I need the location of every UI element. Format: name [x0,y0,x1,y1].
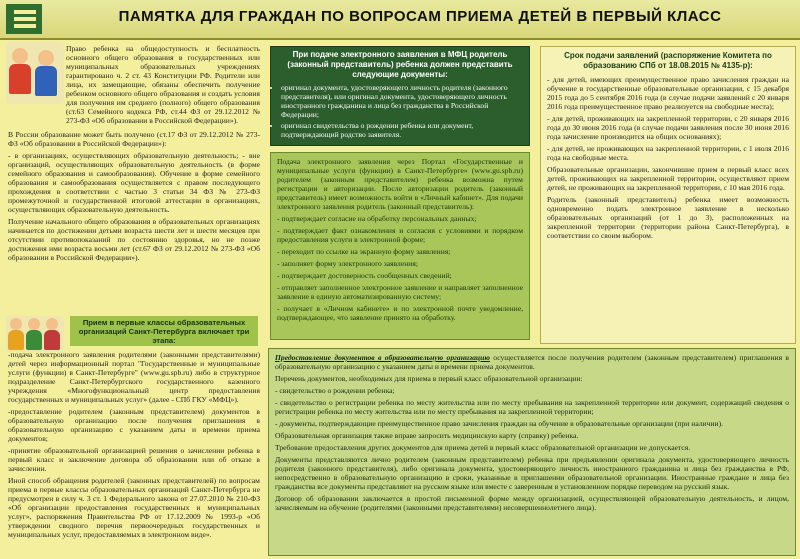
mfc-heading: При подаче электронного заявления в МФЦ родитель (законный представитель) ребенка должен представить следующие документы: [271,47,529,83]
deadline-box [540,46,796,344]
portal-box [270,152,530,340]
deadline-text: - для детей, имеющих преимущественное право зачисления граждан на обучение в государственные образовательные организации, с 15 декабря 2015 года до 5 сентября 2016 года (в случае подачи заявлений с 20 января 2016 года преимущественное право реализуется на свободные места); - для детей, проживающих на закрепленной территории, с 20 января 2016 года до 30 июня 2016 года (в случае подачи заявления после 30 июня 2016 года зачисление производится на общих основаниях); - для детей, не проживающих на закрепленной территории, с 1 июля 2016 года на свободные места. Образовательные организации, закончившие прием в первый класс всех детей, проживающих на закрепленной территории, осуществляют прием детей, не проживающих на закрепленной территории, с 10 мая 2016 года. Родитель (законный представитель) ребенка имеет возможность одновременно подать электронное заявление в несколько образовательных организаций (от 1 до 3), расположенных на закрепленной территории (территории района Санкт-Петербурга), в соответствии со своим выбором. [547,75,789,240]
intro-text: Право ребенка на общедоступность и бесплатность основного общего образования в государственных или муниципальных образовательных учреждениях гарантировано ч. 2 ст. 43 Конституции РФ. Родители или лица, их замещающие, обязаны обеспечить получение ребенком основного общего образования и создать условия для получения им среднего (полного) общего образования (ст.63 Семейного кодекса РФ, ст.44 ФЗ от 29.12.2012 № 273-ФЗ «Об образовании в Российской Федерации»). [66,44,260,125]
education-forms: В России образование может быть получено (ст.17 ФЗ от 29.12.2012 № 273-ФЗ «Об образовании в Российской Федерации»): - в организациях, осуществляющих образовательную деятельность; - вне организаций, осуществляющих образовательную деятельность (в форме семейного образования и самообразования). Обучение в форме семейного образования и самообразования осуществляется с правом последующего прохождения в соответствии с частью 3 статьи 34 ФЗ № 273-ФЗ промежуточной и государственной итоговой аттестации в организациях, осуществляющих образовательную деятельность. Получение начального общего образования в образовательных организациях начинается по достижении детьми возраста шести лет и шести месяцев при отсутствии противопоказаний по состоянию здоровья, но не позже достижения ими возраста восьми лет (ст.67 ФЗ от 29.12.2012 № 273-ФЗ «Об образовании в Российской Федерации»). [8,130,260,262]
page-header [0,0,800,40]
documents-heading: Предоставление документов в образовательную организацию [275,353,490,362]
mfc-item: • оригинал документа, удостоверяющего личность родителя (законного представителя), или оригинал документа, удостоверяющего личность иностранного гражданина и лица без гражданства в Российской Федерации; [281,83,523,119]
logo-icon [6,4,42,34]
documents-text: Предоставление документов в образовательную организацию осуществляется после получения родителем (законным представителем) приглашения в образовательную организацию с указанием даты и времени приема документов. Перечень документов, необходимых для приема в первый класс образовательной организации: - свидетельство о рождении ребенка; - свидетельство о регистрации ребенка по месту жительства или по месту пребывания на закрепленной территории или документ, содержащий сведения о регистрации ребенка по месту жительства или по месту пребывания на закрепленной территории; - документы, подтверждающие преимущественное право зачисления граждан на обучение в образовательные организации (при наличии). Образовательная организация также вправе запросить медицинскую карту (справку) ребенка. Требование предоставления других документов для приема детей в первый класс образовательной организации не допускается. Документы представляются лично родителем (законным представителем) ребенка при предъявлении оригинала документа, удостоверяющего личность родителя (законного представителя), либо оригинала документа, удостоверяющего личность иностранного гражданина и лица без гражданства в РФ, непосредственно в образовательную организацию в сроки, указанные в приглашении образовательной организации. Иностранные граждане и лица без гражданства все документы представляют на русском языке или вместе с заверенным в установленном порядке переводом на русский язык. Договор об образовании заключается в простой письменной форме между организацией, осуществляющей образовательную деятельность, и лицом, зачисляемым на обучение (родителями (законными представителями) несовершеннолетнего лица). [275,353,789,512]
children-illustration-icon [6,42,64,104]
stages-heading: Прием в первые классы образовательных организаций Санкт-Петербурга включает три этапа: [78,318,250,345]
mfc-box [270,46,530,146]
school-kids-illustration-icon [6,316,64,352]
stages-text: -подача электронного заявления родителями (законными представителями) детей через информационный портал "Государственные и муниципальные услуги (функции) в Санкт-Петербурге" (www.gu.spb.ru) либо в структурное подразделение Санкт-Петербургского государственного казенного учреждения «Многофункциональный центр предоставления государственных и муниципальных услуг» (далее - СПб ГКУ «МФЦ»). -предоставление родителем (законным представителем) документов в образовательную организацию после получения приглашения в образовательную организацию с указанием даты и времени приема документов; -принятие образовательной организацией решения о зачислении ребенка в первый класс и заключение договора об образовании или об отказе в зачислении. Иной способ обращения родителей (законных представителей) по вопросам приема в первые классы образовательных организаций Санкт-Петербурга не предусмотрен в силу ч. 3 ст. 1 Федерального закона от 27.07.2010 № 210-ФЗ «Об организации предоставления государственных и муниципальных услуг», распоряжения Правительства РФ от 17.12.2009 № 1993-р «Об утверждении сводного перечня первоочередных государственных и муниципальных услуг, предоставляемых в электронном виде». [8,350,260,539]
page-title: ПАМЯТКА ДЛЯ ГРАЖДАН ПО ВОПРОСАМ ПРИЕМА ДЕТЕЙ В ПЕРВЫЙ КЛАСС [118,8,722,25]
documents-box [268,348,796,556]
mfc-item: • оригинал свидетельства о рождении ребенка или документ, подтверждающий родство заявителя. [281,121,523,139]
portal-text: Подача электронного заявления через Портал «Государственные и муниципальные услуги (функции) в Санкт-Петербурге» (www.gu.spb.ru) родителем (законным представителем) ребенка возможна путем регистрации и авторизации. После авторизации родитель (законный представитель) имеет возможность войти в «Личный кабинет». Для подачи электронного заявления родитель (законный представитель): - подтверждает согласие на обработку персональных данных; - подтверждает факт ознакомления и согласия с условиями и порядком предоставления услуги в электронной форме; - переходит по ссылке на экранную форму заявления; - заполняет форму электронного заявления; - подтверждает достоверность сообщенных сведений; - отправляет заполненное электронное заявление и направляет заполненное заявление в единую автоматизированную систему; - получает в «Личном кабинете» и по электронной почте уведомление, подтверждающее, что заявление принято на обработку. [277,157,523,322]
deadline-heading: Срок подачи заявлений (распоряжение Комитета по образованию СПб от 18.08.2015 № 4135-р): [564,51,772,70]
stages-head-box [70,316,258,346]
